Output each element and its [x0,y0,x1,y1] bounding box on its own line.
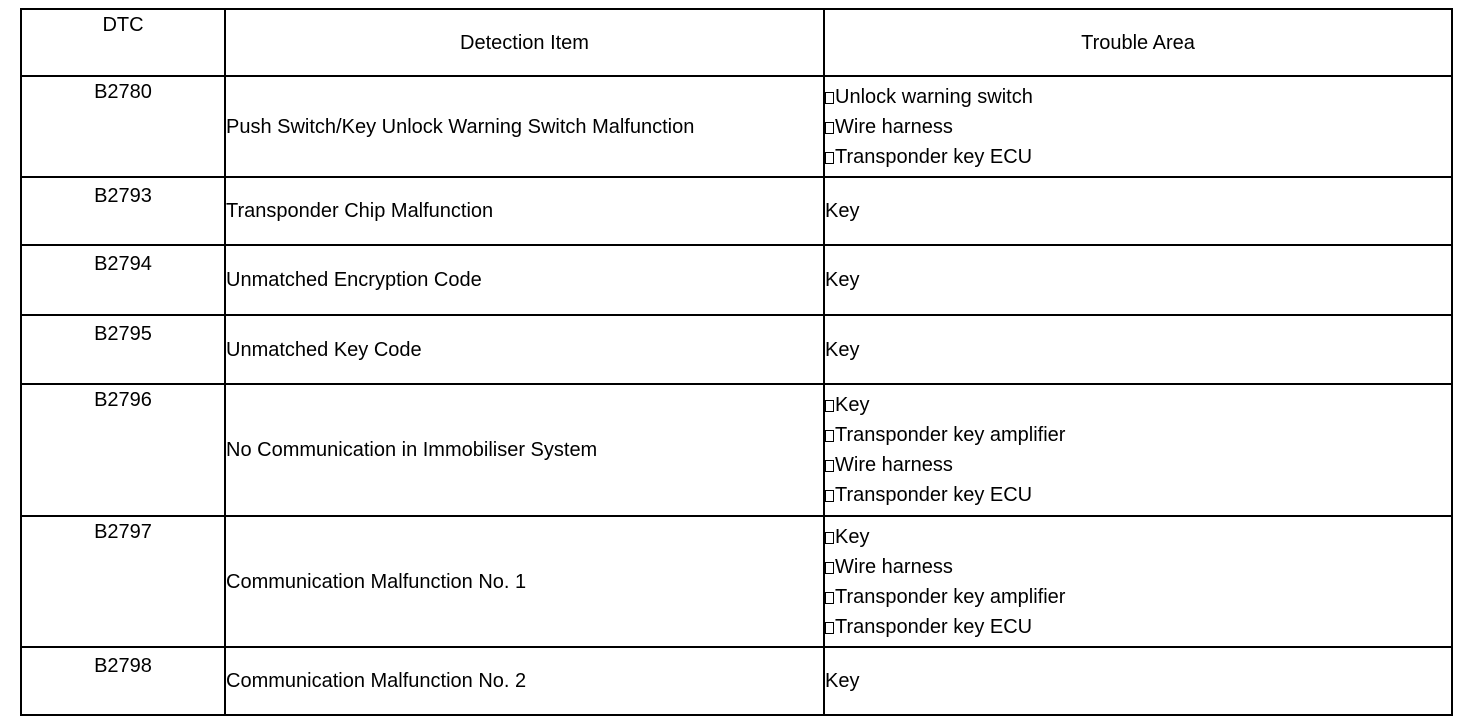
trouble-area-text: Transponder key amplifier [835,585,1066,608]
trouble-area-text: Key [825,200,860,222]
checkbox-bullet-icon [825,460,834,472]
trouble-area-item [825,196,1451,226]
header-detection-item: Detection Item [225,9,824,76]
trouble-area-item [825,582,1451,612]
dtc-table [20,8,1453,716]
checkbox-bullet-icon [825,430,834,442]
dtc-code: B2795 [21,315,225,384]
dtc-code: B2797 [21,516,225,647]
dtc-code: B2794 [21,245,225,315]
trouble-area-item [825,420,1451,450]
trouble-area-item [825,142,1451,172]
trouble-area [824,516,1452,647]
checkbox-bullet-icon [825,622,834,634]
checkbox-bullet-icon [825,562,834,574]
dtc-code: B2796 [21,384,225,516]
trouble-area-text: Transponder key ECU [835,484,1033,506]
detection-item: Unmatched Key Code [225,315,824,384]
trouble-area-text: Transponder key ECU [835,615,1033,638]
trouble-area [824,647,1452,715]
trouble-area-item [825,335,1451,365]
checkbox-bullet-icon [825,400,834,412]
trouble-area-item [825,265,1451,295]
trouble-area-text: Key [825,338,860,361]
detection-item: Communication Malfunction No. 2 [225,647,824,715]
detection-item: Push Switch/Key Unlock Warning Switch Malfunction [225,76,824,177]
checkbox-bullet-icon [825,490,834,502]
trouble-area-item [825,112,1451,142]
trouble-area-text: Key [825,670,860,692]
trouble-area-item [825,450,1451,480]
trouble-area-text: Key [835,525,870,548]
table-row [21,177,1452,245]
checkbox-bullet-icon [825,92,834,104]
table-row [21,315,1452,384]
trouble-area [824,245,1452,315]
checkbox-bullet-icon [825,152,834,164]
detection-item: Unmatched Encryption Code [225,245,824,315]
trouble-area-text: Key [825,269,860,291]
table-row [21,245,1452,315]
trouble-area-item [825,480,1451,510]
table-row [21,516,1452,647]
header-trouble-area: Trouble Area [824,9,1452,76]
table-row [21,76,1452,177]
trouble-area-item [825,612,1451,642]
dtc-code: B2780 [21,76,225,177]
trouble-area-item [825,390,1451,420]
table-row [21,647,1452,715]
trouble-area [824,76,1452,177]
trouble-area-text: Key [835,394,870,416]
detection-item: Transponder Chip Malfunction [225,177,824,245]
trouble-area-text: Wire harness [835,115,953,138]
trouble-area [824,177,1452,245]
dtc-code: B2793 [21,177,225,245]
header-dtc: DTC [21,9,225,76]
trouble-area [824,315,1452,384]
trouble-area-text: Transponder key ECU [835,145,1033,168]
trouble-area-text: Transponder key amplifier [835,424,1066,446]
trouble-area-item [825,522,1451,552]
trouble-area-text: Wire harness [835,555,953,578]
checkbox-bullet-icon [825,592,834,604]
checkbox-bullet-icon [825,122,834,134]
table-body [21,76,1452,715]
trouble-area-text: Unlock warning switch [835,85,1033,108]
checkbox-bullet-icon [825,532,834,544]
detection-item: Communication Malfunction No. 1 [225,516,824,647]
table-row [21,384,1452,516]
header-row [21,9,1452,76]
trouble-area-item [825,666,1451,696]
trouble-area [824,384,1452,516]
trouble-area-text: Wire harness [835,454,953,476]
dtc-code: B2798 [21,647,225,715]
trouble-area-item [825,82,1451,112]
trouble-area-item [825,552,1451,582]
detection-item: No Communication in Immobiliser System [225,384,824,516]
